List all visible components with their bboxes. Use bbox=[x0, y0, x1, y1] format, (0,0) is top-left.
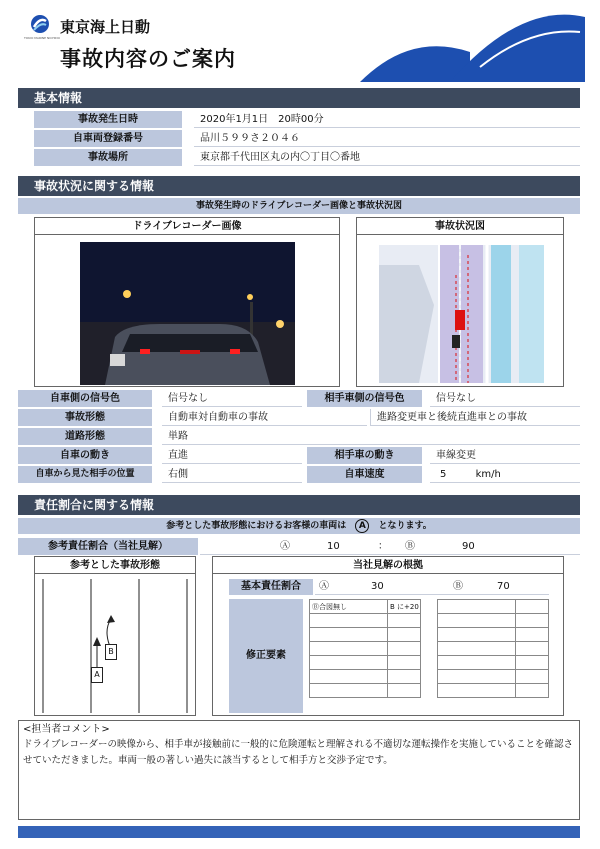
ref-b-value: 90 bbox=[462, 541, 475, 552]
label-road: 道路形態 bbox=[18, 428, 152, 445]
value-other-move: 車線変更 bbox=[430, 447, 580, 464]
label-other-signal: 相手車側の信号色 bbox=[307, 390, 422, 407]
value-own-signal: 信号なし bbox=[162, 390, 302, 407]
value-reference-ratio bbox=[200, 538, 580, 555]
liability-notice bbox=[18, 518, 580, 534]
company-logo bbox=[30, 14, 50, 34]
section-situation: 事故状況に関する情報 bbox=[18, 176, 580, 196]
value-location: 東京都千代田区丸の内〇丁目〇番地 bbox=[194, 149, 580, 166]
label-accident-datetime: 事故発生日時 bbox=[34, 111, 182, 128]
comment-title: <担当者コメント> bbox=[23, 724, 110, 735]
notice-car-mark: A bbox=[355, 519, 369, 533]
label-base-ratio: 基本責任割合 bbox=[229, 579, 313, 595]
value-accident-datetime: 2020年1月1日 20時00分 bbox=[194, 111, 580, 128]
header-wave-graphic bbox=[350, 12, 585, 82]
diagram-panel bbox=[356, 217, 564, 387]
basis-panel bbox=[212, 556, 564, 716]
label-speed: 自車速度 bbox=[307, 466, 422, 483]
value-registration: 品川５９９さ２０４６ bbox=[194, 130, 580, 147]
dashcam-panel bbox=[34, 217, 340, 387]
label-registration: 自車両登録番号 bbox=[34, 130, 182, 147]
ref-a-mark: Ⓐ bbox=[280, 541, 290, 552]
car-b-marker: B bbox=[105, 644, 117, 660]
value-road: 単路 bbox=[162, 428, 580, 445]
base-a-value: 30 bbox=[371, 581, 384, 592]
comment-text: ドライブレコーダーの映像から、相手車が接触前に一般的に危険運転と理解される不適切な運転操作を実施していることを確認させていただきました。車両一般の著しい過失に該当するとして相手方と交渉予定です。 bbox=[23, 739, 574, 766]
notice-text-pre: 参考とした事故形態におけるお客様の車両は bbox=[166, 521, 347, 531]
reference-form-title: 参考とした事故形態 bbox=[35, 557, 195, 574]
section-basic-info: 基本情報 bbox=[18, 88, 580, 108]
diagram-title: 事故状況図 bbox=[357, 218, 563, 235]
value-other-position: 右側 bbox=[162, 466, 302, 483]
dashcam-title: ドライブレコーダー画像 bbox=[35, 218, 339, 235]
page-title: 事故内容のご案内 bbox=[60, 47, 236, 71]
ref-colon: ： bbox=[378, 541, 388, 552]
footer-bar bbox=[18, 826, 580, 838]
company-name: 東京海上日動 bbox=[60, 18, 151, 36]
car-a-marker: A bbox=[91, 667, 103, 683]
value-accident-type-detail: 進路変更車と後続直進車との事故 bbox=[370, 409, 580, 426]
modifier-table-left bbox=[309, 599, 421, 698]
label-location: 事故場所 bbox=[34, 149, 182, 166]
base-a-mark: Ⓐ bbox=[319, 581, 329, 592]
accident-diagram-image bbox=[379, 245, 544, 383]
value-own-move: 直進 bbox=[162, 447, 302, 464]
modifier-value: B に+20 bbox=[388, 600, 421, 614]
modifier-table-right bbox=[437, 599, 549, 698]
speed-unit: km/h bbox=[475, 469, 501, 480]
value-speed bbox=[430, 466, 580, 483]
label-other-position: 自車から見た相手の位置 bbox=[18, 466, 152, 483]
notice-text-post: となります。 bbox=[378, 521, 432, 531]
value-accident-type: 自動車対自動車の事故 bbox=[162, 409, 367, 426]
ref-a-value: 10 bbox=[327, 541, 340, 552]
value-other-signal: 信号なし bbox=[430, 390, 580, 407]
label-modifiers: 修正要素 bbox=[229, 599, 303, 713]
comment-box bbox=[18, 720, 580, 820]
base-b-value: 70 bbox=[497, 581, 510, 592]
label-reference-ratio: 参考責任割合（当社見解） bbox=[18, 538, 198, 555]
speed-number: 5 bbox=[440, 469, 447, 480]
label-own-signal: 自車側の信号色 bbox=[18, 390, 152, 407]
basis-title: 当社見解の根拠 bbox=[213, 557, 563, 574]
label-accident-type: 事故形態 bbox=[18, 409, 152, 426]
modifier-item: Ⓑ合図無し bbox=[310, 600, 388, 614]
reference-form-panel bbox=[34, 556, 196, 716]
base-b-mark: Ⓑ bbox=[453, 581, 463, 592]
label-other-move: 相手車の動き bbox=[307, 447, 422, 464]
situation-subtitle: 事故発生時のドライブレコーダー画像と事故状況図 bbox=[18, 198, 580, 214]
dashcam-image bbox=[80, 242, 295, 385]
section-liability: 責任割合に関する情報 bbox=[18, 495, 580, 515]
ref-b-mark: Ⓑ bbox=[405, 541, 415, 552]
logo-subtext: TOKIO MARINE NICHIDO bbox=[23, 36, 61, 40]
value-base-ratio bbox=[315, 579, 549, 595]
label-own-move: 自車の動き bbox=[18, 447, 152, 464]
